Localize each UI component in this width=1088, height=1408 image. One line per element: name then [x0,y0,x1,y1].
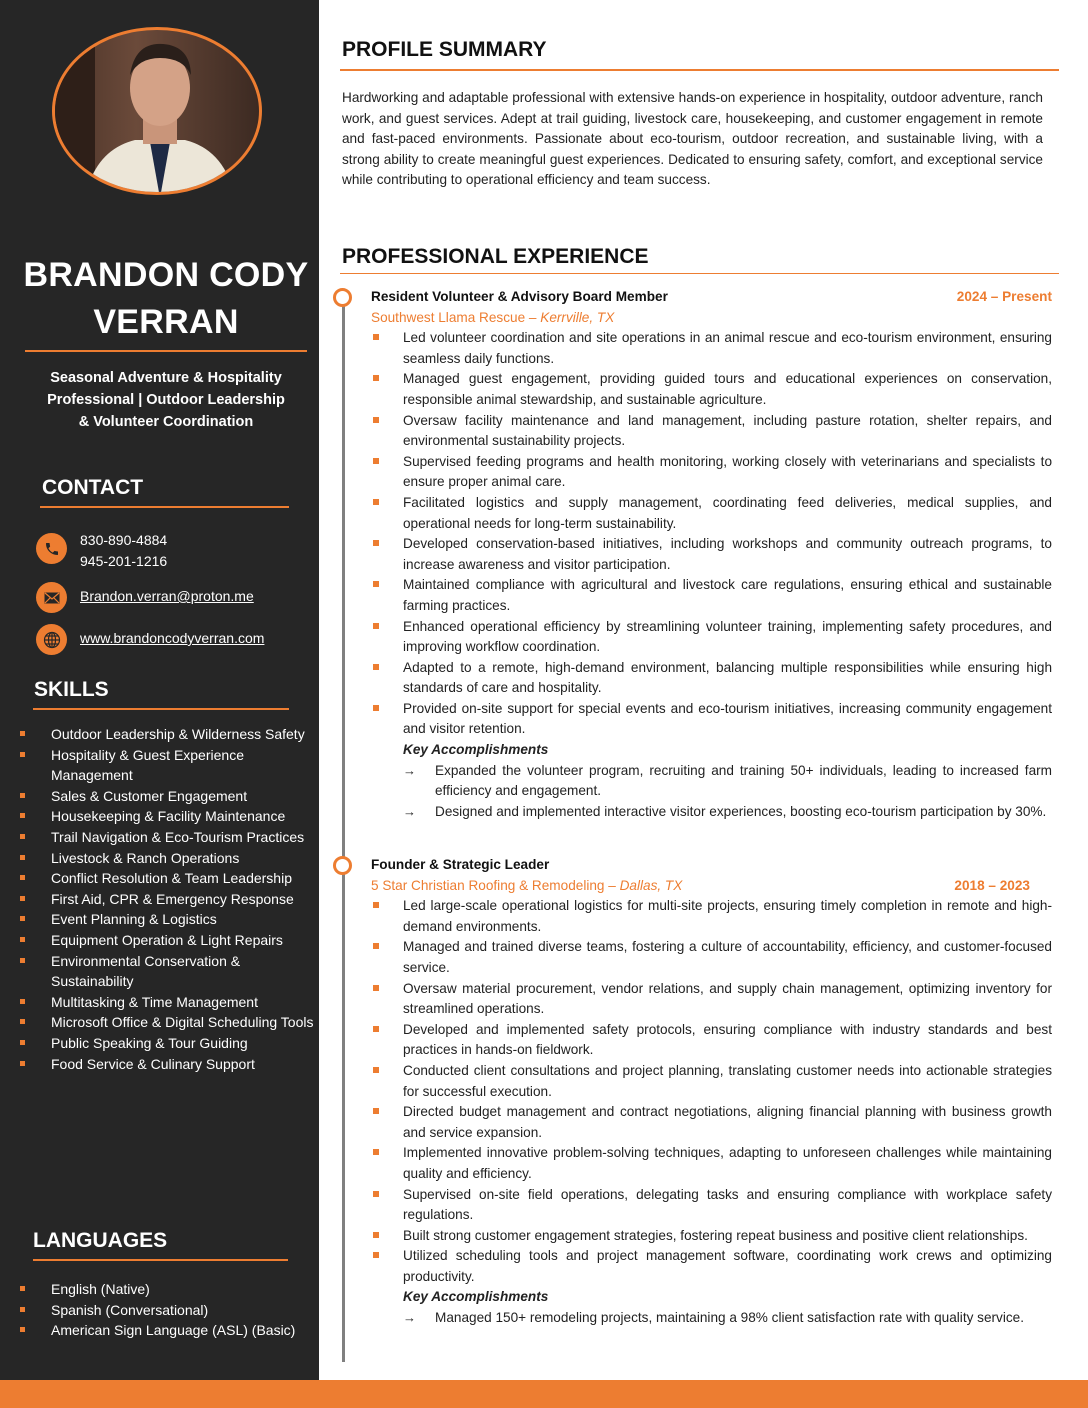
skill-item: Housekeeping & Facility Maintenance [18,806,314,827]
profile-summary-text: Hardworking and adaptable professional with extensive hands-on experience in hospitality, outdoor adventure, ranch work, and guest services. Adept at trail guiding, livestock care, housekeeping, and customer engagement in remote and fast-paced environments. Passionate about eco-tourism, outdoor recreation, and sustainable living, with a strong ability to create meaningful guest experiences. Dedicated to ensuring safety, comfort, and exceptional service while contributing to operational efficiency and team success. [342,90,1043,188]
skill-item: Livestock & Ranch Operations [18,848,314,869]
skill-item: Environmental Conservation & Sustainability [18,951,314,992]
accomplishment-item: → Expanded the volunteer program, recruiting and training 50+ individuals, leading to increased farm efficiency and engagement. [403,761,1052,802]
languages-list [18,1279,314,1341]
job-location: Kerrville, TX [540,309,615,325]
organization-name: 5 Star Christian Roofing & Remodeling – [371,877,620,893]
skill-item: Event Planning & Logistics [18,909,314,930]
bullet-item: Maintained compliance with agricultural and livestock care regulations, ensuring ethical and sustainable farming practices. [371,575,1052,616]
language-item: English (Native) [18,1279,314,1300]
bullet-item: Led large-scale operational logistics for multi-site projects, ensuring timely completion in remote and high-demand environments. [371,896,1052,937]
bullet-item: Oversaw material procurement, vendor relations, and supply chain management, optimizing inventory for streamlined operations. [371,979,1052,1020]
bullet-item: Directed budget management and contract negotiations, aligning financial planning with business growth and service expansion. [371,1102,1052,1143]
job-entry [371,855,1052,1329]
language-item: Spanish (Conversational) [18,1300,314,1321]
bullet-item: Provided on-site support for special events and eco-tourism initiatives, increasing community engagement and visitor retention. [371,699,1052,740]
divider [40,506,289,508]
skill-item: Conflict Resolution & Team Leadership [18,868,314,889]
timeline-dot [333,856,352,875]
job-dates: 2024 – Present [956,289,1052,304]
job-bullets [371,896,1052,1287]
job-entry [371,287,1052,822]
accomplishments-list [371,761,1052,823]
organization [371,876,682,897]
job-title-row [371,287,1052,308]
skill-item: Multitasking & Time Management [18,992,314,1013]
job-title: Founder & Strategic Leader [371,857,550,872]
bullet-item: Supervised feeding programs and health monitoring, working closely with veterinarians and specialists to ensure proper animal care. [371,452,1052,493]
tagline [20,367,312,433]
divider [33,1259,288,1261]
profile-photo [52,27,262,195]
candidate-name [0,252,332,346]
globe-icon [36,624,67,655]
bullet-item: Built strong customer engagement strategies, fostering repeat business and positive client relationships. [371,1226,1052,1247]
divider [33,708,289,710]
skill-item: First Aid, CPR & Emergency Response [18,889,314,910]
skills-heading: SKILLS [34,678,109,701]
organization [371,308,614,329]
bullet-item: Supervised on-site field operations, delegating tasks and ensuring compliance with workplace safety regulations. [371,1185,1052,1226]
contact-phone [36,530,167,572]
accomplishments-list [371,1308,1052,1329]
skills-list [18,724,314,1074]
phone-number[interactable]: 945-201-1216 [80,553,168,569]
accomplishment-item: → Designed and implemented interactive visitor experiences, boosting eco-tourism participation by 30%. [403,802,1052,823]
website-link[interactable]: www.brandoncodyverran.com [80,630,265,646]
sidebar [0,0,319,1380]
skill-item: Outdoor Leadership & Wilderness Safety [18,724,314,745]
org-row [371,876,1052,897]
bullet-item: Managed guest engagement, providing guided tours and educational experiences on conservation, responsible animal stewardship, and sustainable agriculture. [371,369,1052,410]
bullet-item: Managed and trained diverse teams, fostering a culture of accountability, efficiency, and customer-focused service. [371,937,1052,978]
tagline-line: Seasonal Adventure & Hospitality [50,370,282,386]
skill-item: Public Speaking & Tour Guiding [18,1033,314,1054]
contact-website [36,624,264,655]
bullet-item: Oversaw facility maintenance and land management, including pasture rotation, shelter repairs, and environmental sustainability projects. [371,411,1052,452]
bullet-item: Developed conservation-based initiatives, including workshops and community outreach programs, to increase awareness and visitor participation. [371,534,1052,575]
contact-heading: CONTACT [42,476,144,499]
skill-item: Microsoft Office & Digital Scheduling Tools [18,1012,314,1033]
bullet-item: Developed and implemented safety protocols, ensuring compliance with industry standards and best practices in hands-on fieldwork. [371,1020,1052,1061]
timeline-line [342,300,345,1362]
divider [340,273,1059,274]
bullet-item: Facilitated logistics and supply management, coordinating feed deliveries, medical supplies, and operational needs for long-term sustainability. [371,493,1052,534]
tagline-line: & Volunteer Coordination [78,414,254,430]
organization-name: Southwest Llama Rescue – [371,309,541,325]
email-link[interactable]: Brandon.verran@proton.me [80,588,254,604]
language-item: American Sign Language (ASL) (Basic) [18,1320,314,1341]
skill-item: Equipment Operation & Light Repairs [18,930,314,951]
accomplishment-item: → Managed 150+ remodeling projects, maintaining a 98% client satisfaction rate with quality service. [403,1308,1052,1329]
divider [340,69,1059,71]
skill-item: Sales & Customer Engagement [18,786,314,807]
profile-summary-heading: PROFILE SUMMARY [342,38,547,61]
skill-item: Food Service & Culinary Support [18,1054,314,1075]
contact-email [36,582,254,613]
email-icon [36,582,67,613]
job-bullets [371,328,1052,740]
timeline-dot [333,288,352,307]
tagline-line: Professional | Outdoor Leadership [47,392,285,408]
skill-item: Hospitality & Guest Experience Management [18,745,314,786]
job-title-row [371,855,1052,876]
experience-heading: PROFESSIONAL EXPERIENCE [342,245,649,268]
key-accomplishments-label: Key Accomplishments [403,742,549,758]
job-dates: 2018 – 2023 [954,877,1030,893]
phone-number[interactable]: 830-890-4884 [80,532,168,548]
languages-heading: LANGUAGES [33,1229,168,1252]
key-accomplishments-label: Key Accomplishments [403,1289,549,1305]
bullet-item: Utilized scheduling tools and project management software, coordinating work crews and optimizing productivity. [371,1246,1052,1287]
name-line: BRANDON CODY [23,256,309,294]
skill-item: Trail Navigation & Eco-Tourism Practices [18,827,314,848]
org-row [371,308,1052,329]
job-location: Dallas, TX [619,877,683,893]
divider [25,350,307,352]
job-title: Resident Volunteer & Advisory Board Member [371,289,668,304]
bullet-item: Adapted to a remote, high-demand environment, balancing multiple responsibilities while ensuring high standards of care and hospitality. [371,658,1052,699]
bullet-item: Implemented innovative problem-solving techniques, adapting to unforeseen challenges while maintaining quality and efficiency. [371,1143,1052,1184]
bullet-item: Conducted client consultations and project planning, translating customer needs into actionable strategies for successful execution. [371,1061,1052,1102]
bullet-item: Enhanced operational efficiency by streamlining volunteer training, implementing safety procedures, and improving workflow coordination. [371,617,1052,658]
footer-bar [0,1380,1088,1408]
bullet-item: Led volunteer coordination and site operations in an animal rescue and eco-tourism environment, ensuring seamless daily functions. [371,328,1052,369]
name-line: VERRAN [93,303,239,341]
phone-icon [36,533,67,564]
